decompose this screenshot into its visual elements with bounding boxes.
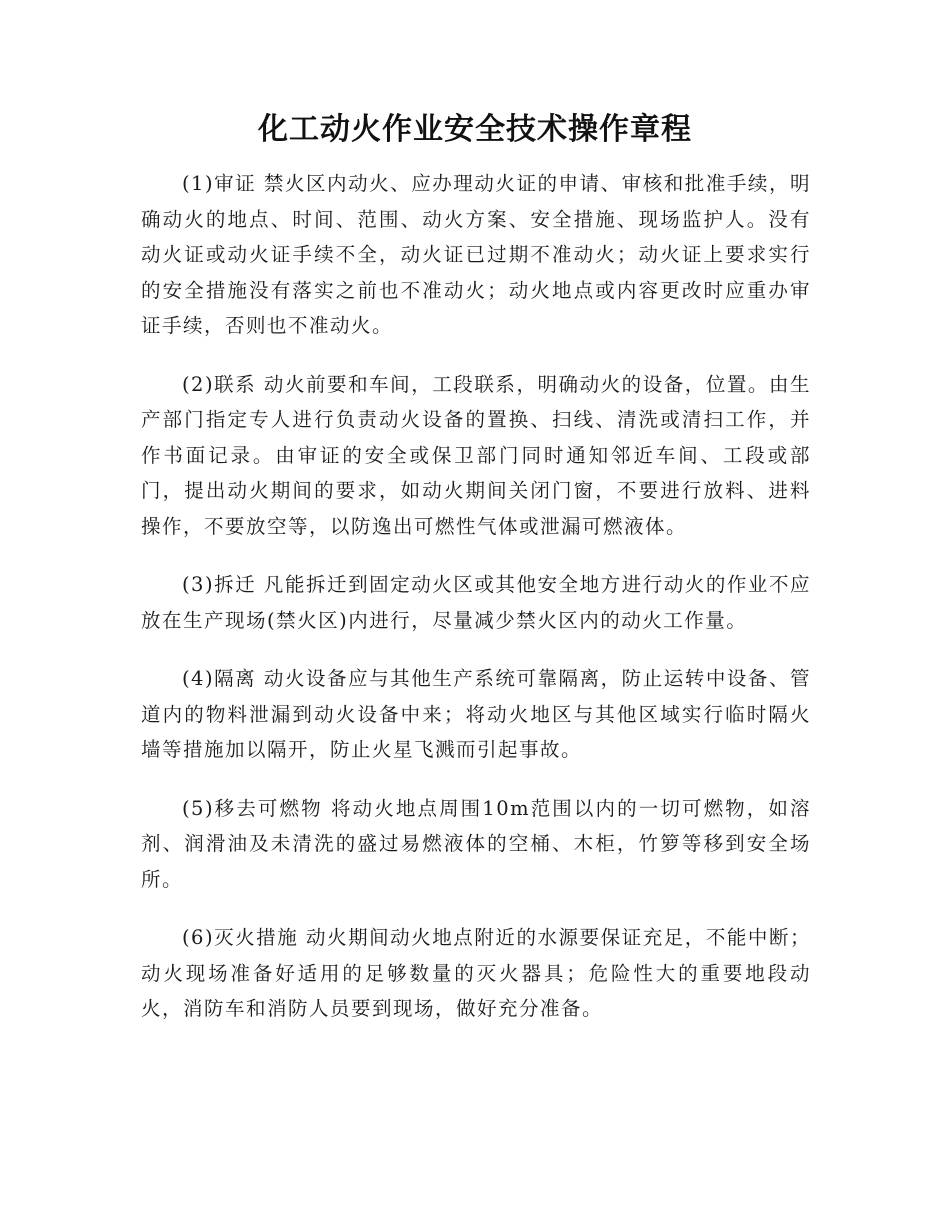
paragraph-relocation: (3)拆迁 凡能拆迁到固定动火区或其他安全地方进行动火的作业不应放在生产现场(禁火区)内进行，尽量减少禁火区内的动火工作量。 — [141, 573, 811, 632]
paragraph-remove-combustibles: (5)移去可燃物 将动火地点周围10m范围以内的一切可燃物，如溶剂、润滑油及未清洗的盛过易燃液体的空桶、木柜，竹箩等移到安全场所。 — [141, 796, 811, 891]
document-body — [141, 166, 811, 1050]
paragraph-review-permit: (1)审证 禁火区内动火、应办理动火证的申请、审核和批准手续，明确动火的地点、时间、范围、动火方案、安全措施、现场监护人。没有动火证或动火证手续不全，动火证已过期不准动火；动火证上要求实行的安全措施没有落实之前也不准动火；动火地点或内容更改时应重办审证手续，否则也不准动火。 — [141, 172, 811, 337]
paragraph-contact: (2)联系 动火前要和车间，工段联系，明确动火的设备，位置。由生产部门指定专人进行负责动火设备的置换、扫线、清洗或清扫工作，并作书面记录。由审证的安全或保卫部门同时通知邻近车间、工段或部门，提出动火期间的要求，如动火期间关闭门窗，不要进行放料、进料操作，不要放空等，以防逸出可燃性气体或泄漏可燃液体。 — [141, 372, 811, 538]
paragraph-isolation: (4)隔离 动火设备应与其他生产系统可靠隔离，防止运转中设备、管道内的物料泄漏到动火设备中来；将动火地区与其他区域实行临时隔火墙等措施加以隔开，防止火星飞溅而引起事故。 — [141, 667, 811, 761]
paragraph-fire-extinguishing: (6)灭火措施 动火期间动火地点附近的水源要保证充足，不能中断；动火现场准备好适用的足够数量的灭火器具；危险性大的重要地段动火，消防车和消防人员要到现场，做好充分准备。 — [141, 926, 811, 1020]
document-title: 化工动火作业安全技术操作章程 — [258, 112, 692, 147]
